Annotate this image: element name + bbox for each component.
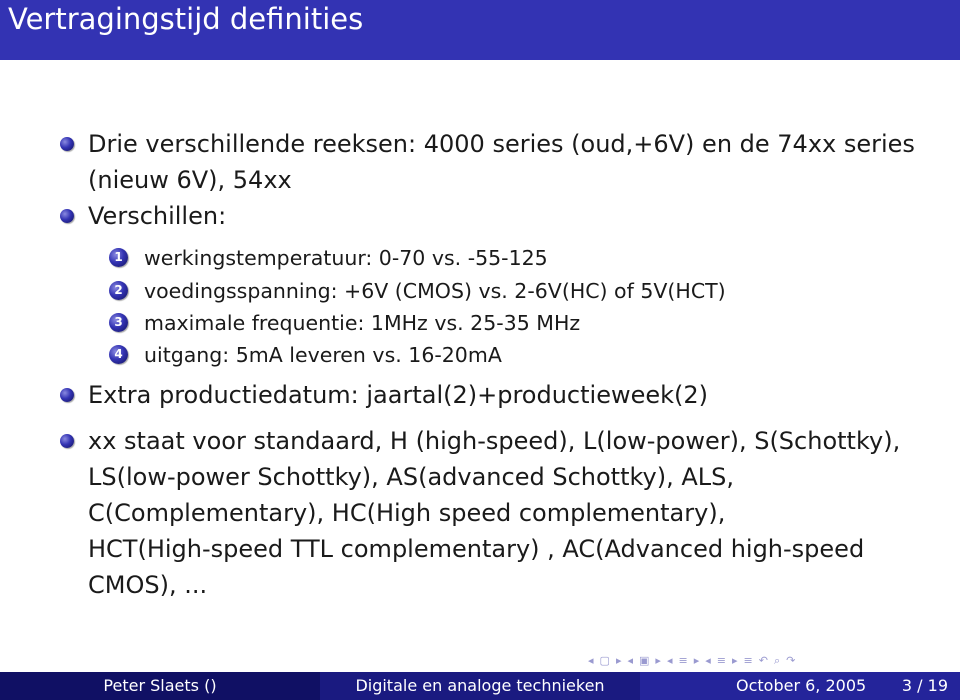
nav-frame-box-icon[interactable]: ▢ [599, 654, 610, 667]
bullet-4-line-1: xx staat voor standaard, H (high-speed), L(low-power), S(Schottky), [88, 427, 901, 455]
nav-section-icon[interactable]: ≡ [678, 654, 688, 667]
bullet-1-line-1: Drie verschillende reeksen: 4000 series (oud,+6V) en de 74xx series [88, 130, 915, 158]
subitem-3: maximale frequentie: 1MHz vs. 25-35 MHz [144, 311, 581, 335]
subitem-2: voedingsspanning: +6V (CMOS) vs. 2-6V(HC) of 5V(HCT) [144, 279, 726, 303]
nav-align-icon[interactable]: ≡ [743, 654, 753, 667]
nav-prev-doc-icon[interactable]: ◂ [705, 654, 711, 667]
footer-course: Digitale en analoge technieken [320, 672, 640, 700]
subitem-1: werkingstemperatuur: 0-70 vs. -55-125 [144, 246, 548, 270]
nav-prev-subsection-icon[interactable]: ◂ [627, 654, 633, 667]
nav-prev-frame-icon[interactable]: ◂ [588, 654, 594, 667]
subitem-4: uitgang: 5mA leveren vs. 16-20mA [144, 343, 502, 367]
bullet-4-line-3: C(Complementary), HC(High speed complementary), [88, 499, 726, 527]
beamer-navigation-bar [588, 650, 960, 672]
bullet-icon [60, 209, 74, 223]
enum-badge-4: 4 [109, 345, 128, 364]
nav-doc-icon[interactable]: ≡ [716, 654, 726, 667]
footer-page-number: 3 / 19 [901, 676, 948, 695]
bullet-icon [60, 434, 74, 448]
nav-next-section-icon[interactable]: ▸ [693, 654, 700, 667]
nav-subsection-icon[interactable]: ▣ [639, 654, 650, 667]
bullet-icon [60, 137, 74, 151]
nav-next-frame-icon[interactable]: ▸ [615, 654, 622, 667]
page-title: Vertragingstijd definities [8, 2, 364, 36]
bullet-2-line-1: Verschillen: [88, 202, 227, 230]
enum-badge-3: 3 [109, 313, 128, 332]
footer-right [640, 672, 960, 700]
enum-badge-2: 2 [109, 281, 128, 300]
bullet-3-line-1: Extra productiedatum: jaartal(2)+productieweek(2) [88, 381, 709, 409]
nav-next-doc-icon[interactable]: ▸ [731, 654, 738, 667]
bullet-4-line-5: CMOS), ... [88, 571, 208, 599]
footer [0, 672, 960, 700]
bullet-4-line-2: LS(low-power Schottky), AS(advanced Schottky), ALS, [88, 463, 734, 491]
nav-back-icon[interactable]: ↶ [758, 654, 768, 667]
nav-prev-section-icon[interactable]: ◂ [666, 654, 673, 667]
bullet-4-line-4: HCT(High-speed TTL complementary) , AC(Advanced high-speed [88, 535, 865, 563]
footer-author: Peter Slaets () [0, 672, 320, 700]
footer-date: October 6, 2005 [736, 676, 867, 695]
nav-forward-icon[interactable]: ↷ [786, 654, 796, 667]
bullet-1-line-2: (nieuw 6V), 54xx [88, 166, 292, 194]
bullet-icon [60, 388, 74, 402]
nav-search-icon[interactable]: ⌕ [773, 654, 781, 667]
enum-badge-1: 1 [109, 248, 128, 267]
nav-next-subsection-icon[interactable]: ▸ [655, 654, 661, 667]
